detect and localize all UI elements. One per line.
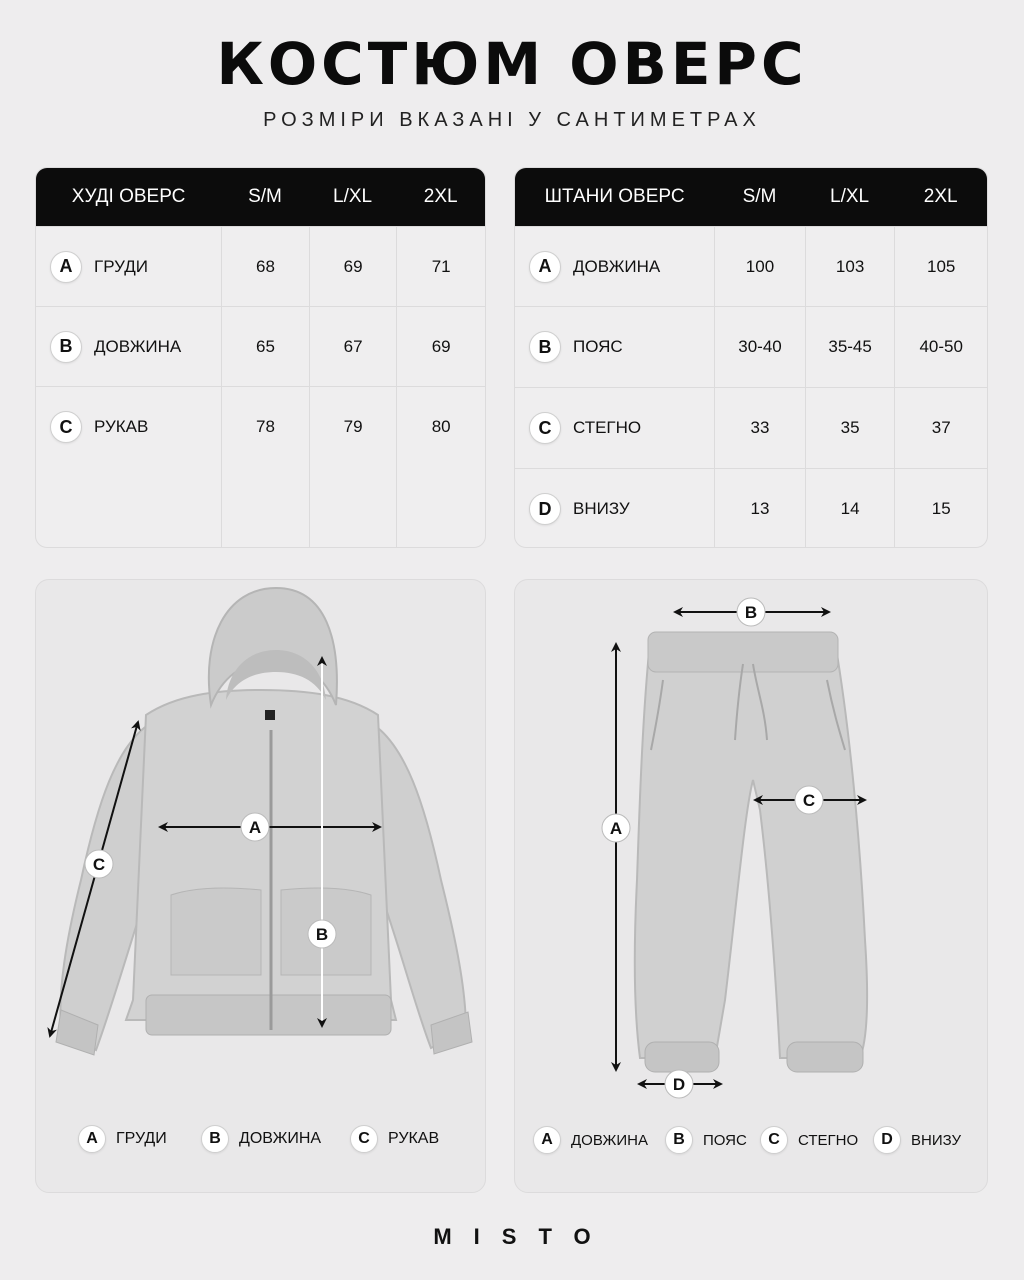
hoodie-header-2xl: 2XL bbox=[423, 186, 458, 207]
row-label: ДОВЖИНА bbox=[573, 256, 661, 276]
page-title: КОСТЮМ ОВЕРС bbox=[216, 30, 808, 98]
table-cell: 67 bbox=[309, 307, 397, 386]
pants-header-2xl: 2XL bbox=[923, 186, 958, 207]
diagram-label-a: A bbox=[609, 819, 623, 838]
table-cell: 33 bbox=[714, 388, 805, 468]
table-row bbox=[36, 226, 485, 306]
table-cell: 69 bbox=[396, 307, 485, 386]
diagram-label-b: B bbox=[315, 925, 329, 944]
table-cell: 103 bbox=[805, 227, 895, 306]
pants-header-name: ШТАНИ ОВЕРС bbox=[544, 186, 685, 207]
page-subtitle: РОЗМІРИ ВКАЗАНІ У САНТИМЕТРАХ bbox=[263, 109, 761, 131]
hoodie-illustration bbox=[36, 580, 486, 1193]
pants-illustration bbox=[515, 580, 988, 1193]
hoodie-left-pocket bbox=[171, 888, 261, 975]
table-cell: 14 bbox=[805, 469, 895, 548]
row-letter-badge: A bbox=[50, 251, 82, 283]
diagram-label-d: D bbox=[672, 1075, 686, 1094]
pants-table-header bbox=[515, 168, 987, 226]
table-cell: 13 bbox=[714, 469, 805, 548]
diagram-label-c: C bbox=[802, 791, 816, 810]
legend-label: ВНИЗУ bbox=[911, 1131, 962, 1149]
pants-header-sm: S/M bbox=[742, 186, 777, 207]
hoodie-diagram-panel bbox=[35, 579, 486, 1193]
legend-label: СТЕГНО bbox=[798, 1131, 859, 1149]
legend-item bbox=[533, 1126, 648, 1154]
legend-label: ДОВЖИНА bbox=[239, 1130, 322, 1147]
row-label: ПОЯС bbox=[573, 337, 623, 356]
row-letter-badge: C bbox=[529, 412, 561, 444]
legend-item bbox=[665, 1126, 747, 1154]
table-row bbox=[515, 387, 987, 468]
legend-label: РУКАВ bbox=[388, 1130, 440, 1147]
row-label: СТЕГНО bbox=[573, 418, 642, 437]
pants-diagram-panel bbox=[514, 579, 988, 1193]
table-cell: 35 bbox=[805, 388, 895, 468]
pants-right-cuff bbox=[787, 1042, 863, 1072]
legend-letter-badge: A bbox=[533, 1126, 561, 1154]
table-cell: 100 bbox=[714, 227, 805, 306]
row-label: РУКАВ bbox=[94, 417, 149, 436]
table-cell: 79 bbox=[309, 387, 397, 548]
diagram-label-b: B bbox=[744, 603, 758, 622]
table-row bbox=[515, 226, 987, 306]
legend-item bbox=[201, 1125, 321, 1153]
table-cell: 40-50 bbox=[894, 307, 987, 387]
pants-size-table bbox=[514, 167, 988, 548]
pants-header-lxl: L/XL bbox=[830, 186, 870, 207]
legend-item bbox=[350, 1125, 439, 1153]
row-letter-badge: B bbox=[50, 331, 82, 363]
table-cell: 30-40 bbox=[714, 307, 805, 387]
hoodie-header-name: ХУДІ ОВЕРС bbox=[71, 186, 186, 207]
hoodie-header-lxl: L/XL bbox=[333, 186, 373, 207]
table-row bbox=[515, 306, 987, 387]
table-row bbox=[36, 306, 485, 386]
table-row bbox=[515, 468, 987, 548]
hoodie-size-table bbox=[35, 167, 486, 548]
table-cell: 68 bbox=[221, 227, 309, 306]
hoodie-waistband bbox=[146, 995, 391, 1035]
table-cell: 65 bbox=[221, 307, 309, 386]
diagram-label-a: A bbox=[248, 818, 262, 837]
legend-item bbox=[78, 1125, 167, 1153]
hoodie-logo-icon bbox=[265, 710, 275, 720]
hoodie-header-sm: S/M bbox=[248, 186, 282, 207]
table-cell: 35-45 bbox=[805, 307, 895, 387]
row-letter-badge: A bbox=[529, 251, 561, 283]
table-cell: 71 bbox=[396, 227, 485, 306]
legend-label: ДОВЖИНА bbox=[571, 1131, 648, 1149]
table-cell: 78 bbox=[221, 387, 309, 548]
table-cell: 105 bbox=[894, 227, 987, 306]
legend-letter-badge: C bbox=[350, 1125, 378, 1153]
legend-letter-badge: C bbox=[760, 1126, 788, 1154]
legend-letter-badge: D bbox=[873, 1126, 901, 1154]
pants-left-cuff bbox=[645, 1042, 719, 1072]
table-cell: 37 bbox=[894, 388, 987, 468]
table-cell: 80 bbox=[396, 387, 485, 548]
diagram-label-c: C bbox=[92, 855, 106, 874]
brand-logo-text: MISTO bbox=[433, 1224, 613, 1249]
table-cell: 15 bbox=[894, 469, 987, 548]
legend-label: ГРУДИ bbox=[116, 1130, 167, 1147]
legend-item bbox=[760, 1126, 858, 1154]
legend-letter-badge: A bbox=[78, 1125, 106, 1153]
table-cell: 69 bbox=[309, 227, 397, 306]
table-row bbox=[36, 386, 485, 548]
hoodie-table-header bbox=[36, 168, 485, 226]
row-letter-badge: D bbox=[529, 493, 561, 525]
legend-letter-badge: B bbox=[201, 1125, 229, 1153]
row-letter-badge: B bbox=[529, 331, 561, 363]
legend-item bbox=[873, 1126, 961, 1154]
legend-letter-badge: B bbox=[665, 1126, 693, 1154]
legend-label: ПОЯС bbox=[703, 1131, 747, 1149]
row-label: ВНИЗУ bbox=[573, 499, 630, 518]
row-letter-badge: C bbox=[50, 411, 82, 443]
row-label: ДОВЖИНА bbox=[94, 336, 182, 356]
row-label: ГРУДИ bbox=[94, 256, 148, 276]
